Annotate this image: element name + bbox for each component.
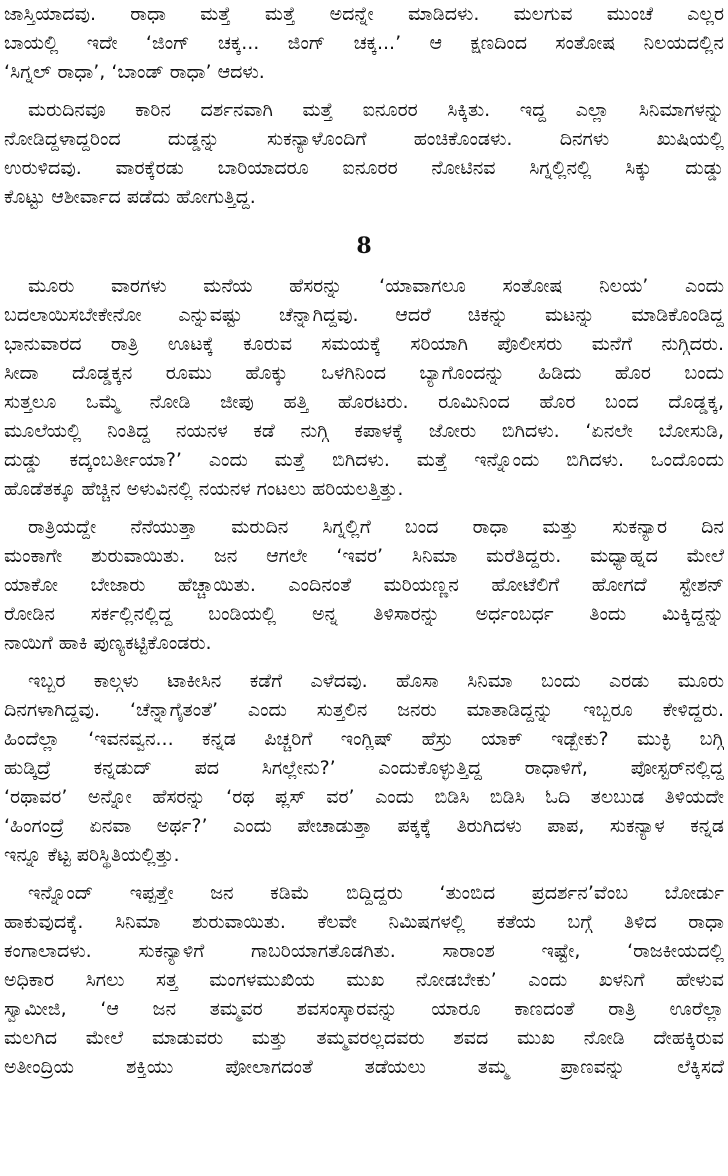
text-line: ಇಬ್ಬರ ಕಾಲ್ಗಳು ಟಾಕೀಸಿನ ಕಡೆಗೆ ಎಳೆದವು. ಹೊಸಾ ಸಿನಿಮಾ ಬಂದು ಎರಡು ಮೂರು (28, 670, 724, 692)
text-line: ನಾಯಿಗೆ ಹಾಕಿ ಪುಣ್ಯಕಟ್ಟಿಕೊಂಡರು. (4, 632, 212, 654)
text-line: ಹಿಂದೆಲ್ಲಾ ‘ಇವನವ್ವನ... ಕನ್ನಡ ಪಿಚ್ಚರಿಗೆ ಇಂಗ್ಲಿಷ್ ಹೆಸ್ರು ಯಾಕ್ ಇಡ್ಬೇಕು? ಮುಕ್ಳಿ ಬಗ್ಗಿ (4, 728, 724, 750)
text-line: ‘ಹಿಂಗಂದ್ರೆ ಏನವಾ ಅರ್ಥ?’ ಎಂದು ಪೇಚಾಡುತ್ತಾ ಪಕ್ಕಕ್ಕೆ ತಿರುಗಿದಳು ಪಾಪ, ಸುಕನ್ಯಾಳ ಕನ್ನಡ (4, 815, 724, 837)
text-line: ಉರುಳಿದವು. ವಾರಕ್ಕೆರಡು ಬಾರಿಯಾದರೂ ಐನೂರರ ನೋಟಿನವ ಸಿಗ್ನಲ್ಲಿನಲ್ಲಿ ಸಿಕ್ಕು ದುಡ್ಡು (4, 157, 724, 179)
text-line: ಹಾಕುವುದಕ್ಕೆ. ಸಿನಿಮಾ ಶುರುವಾಯಿತು. ಕೆಲವೇ ನಿಮಿಷಗಳಲ್ಲಿ ಕತೆಯ ಬಗ್ಗೆ ತಿಳಿದ ರಾಧಾ (4, 911, 724, 933)
text-line: ಇನ್ನೂ ಕೆಟ್ಟ ಪರಿಸ್ಥಿತಿಯಲ್ಲಿತ್ತು. (4, 844, 180, 866)
text-line: ಬಾಯಲ್ಲಿ ಇದೇ ‘ಜಿಂಗ್ ಚಕ್ಕ... ಜಿಂಗ್ ಚಕ್ಕ...’ ಆ ಕ್ಷಣದಿಂದ ಸಂತೋಷ ನಿಲಯದಲ್ಲಿನ (4, 32, 724, 54)
text-line: ಸ್ವಾಮೀಜಿ, ‘ಆ ಜನ ತಮ್ಮವರ ಶವಸಂಸ್ಕಾರವನ್ನು ಯಾರೂ ಕಾಣದಂತೆ ರಾತ್ರಿ ಊರೆಲ್ಲಾ (4, 998, 724, 1020)
text-line: ಹೊಡೆತಕ್ಕೂ ಹೆಚ್ಚಿನ ಅಳುವಿನಲ್ಲಿ ನಯನಳ ಗಂಟಲು ಹರಿಯಲತ್ತಿತ್ತು. (4, 478, 404, 500)
text-line: ರೋಡಿನ ಸರ್ಕಲ್ಲಿನಲ್ಲಿದ್ದ ಬಂಡಿಯಲ್ಲಿ ಅನ್ನ ತಿಳಿಸಾರನ್ನು ಅರ್ಧಂಬರ್ಧ ತಿಂದು ಮಿಕ್ಕಿದ್ದನ್ನು (4, 603, 724, 625)
paragraph (4, 667, 724, 870)
text-line: ರಾತ್ರಿಯದ್ದೇ ನೆನೆಯುತ್ತಾ ಮರುದಿನ ಸಿಗ್ನಲ್ಲಿಗೆ ಬಂದ ರಾಧಾ ಮತ್ತು ಸುಕನ್ಯಾರ ದಿನ (28, 516, 724, 538)
text-line: ‘ಸಿಗ್ನಲ್ ರಾಧಾ’, ‘ಬಾಂಡ್ ರಾಧಾ’ ಆದಳು. (4, 61, 265, 83)
text-line: ಬದಲಾಯಿಸಬೇಕೇನೋ ಎನ್ನುವಷ್ಟು ಚೆನ್ನಾಗಿದ್ದವು. ಆದರೆ ಚಿಕನ್ನು ಮಟನ್ನು ಮಾಡಿಕೊಂಡಿದ್ದ (4, 304, 724, 326)
text-line: ಸೀದಾ ದೊಡ್ಡಕ್ಕನ ರೂಮು ಹೊಕ್ಕು ಒಳಗಿನಿಂದ ಬ್ಯಾಗೊಂದನ್ನು ಹಿಡಿದು ಹೊರ ಬಂದು (4, 362, 724, 384)
text-line: ಅಧಿಕಾರ ಸಿಗಲು ಸತ್ತ ಮಂಗಳಮುಖಿಯ ಮುಖ ನೋಡಬೇಕು’ ಎಂದು ಖಳನಿಗೆ ಹೇಳುವ (4, 969, 724, 991)
text-line: ಹುಡ್ಕಿದ್ರೆ ಕನ್ನಡುದ್ ಪದ ಸಿಗಲ್ಲೇನು?’ ಎಂದುಕೊಳ್ಳುತ್ತಿದ್ದ ರಾಧಾಳಿಗೆ, ಪೋಸ್ಟರ್‌ನಲ್ಲಿದ್ದ (4, 757, 724, 779)
text-line: ಇನ್ನೊಂದ್ ಇಪ್ಪತ್ತೇ ಜನ ಕಡಿಮೆ ಬಿದ್ದಿದ್ದರು ‘ತುಂಬಿದ ಪ್ರದರ್ಶನ’ವೆಂಬ ಬೋರ್ಡು (28, 882, 724, 904)
text-line: ಮೂರು ವಾರಗಳು ಮನೆಯ ಹೆಸರನ್ನು ‘ಯಾವಾಗಲೂ ಸಂತೋಷ ನಿಲಯ’ ಎಂದು (28, 275, 724, 297)
text-line: ದಿನಗಳಾಗಿದ್ದವು. ‘ಚೆನ್ನಾಗೈತಂತೆ’ ಎಂದು ಸುತ್ತಲಿನ ಜನರು ಮಾತಾಡಿದ್ದನ್ನು ಇಬ್ಬರೂ ಕೇಳಿದ್ದರು. (4, 699, 724, 721)
text-line: ದುಡ್ಡು ಕದ್ಕಂಬರ್ತೀಯಾ?’ ಎಂದು ಮತ್ತೆ ಬಿಗಿದಳು. ಮತ್ತೆ ಇನ್ನೊಂದು ಬಿಗಿದಳು. ಒಂದೊಂದು (4, 449, 724, 471)
paragraph (4, 272, 724, 504)
text-line: ‘ರಥಾವರ’ ಅನ್ನೋ ಹೆಸರನ್ನು ‘ರಥ ಪ್ಲಸ್ ವರ’ ಎಂದು ಬಿಡಿಸಿ ಬಿಡಿಸಿ ಓದಿ ತಲಬುಡ ತಿಳಿಯದೇ (4, 786, 724, 808)
paragraph (4, 879, 724, 1082)
text-line: ಕಂಗಾಲಾದಳು. ಸುಕನ್ಯಾಳಿಗೆ ಗಾಬರಿಯಾಗತೊಡಗಿತು. ಸಾರಾಂಶ ಇಷ್ಟೇ, ‘ರಾಜಕೀಯದಲ್ಲಿ (4, 940, 724, 962)
text-line: ಅತೀಂದ್ರಿಯ ಶಕ್ತಿಯು ಪೋಲಾಗದಂತೆ ತಡೆಯಲು ತಮ್ಮ ಪ್ರಾಣವನ್ನು ಲೆಕ್ಕಿಸದೆ (4, 1056, 724, 1078)
text-line: ಕೊಟ್ಟು ಆಶೀರ್ವಾದ ಪಡೆದು ಹೋಗುತ್ತಿದ್ದ. (4, 186, 256, 208)
text-line: ಯಾಕೋ ಬೇಜಾರು ಹೆಚ್ಚಾಯಿತು. ಎಂದಿನಂತೆ ಮರಿಯಣ್ಣನ ಹೋಟೆಲಿಗೆ ಹೋಗದೆ ಸ್ಟೇಶನ್ (4, 574, 724, 596)
text-line: ಮರುದಿನವೂ ಕಾರಿನ ದರ್ಶನವಾಗಿ ಮತ್ತೆ ಐನೂರರ ಸಿಕ್ಕಿತು. ಇದ್ದ ಎಲ್ಲಾ ಸಿನಿಮಾಗಳನ್ನು (28, 99, 724, 121)
text-line: ಭಾನುವಾರದ ರಾತ್ರಿ ಊಟಕ್ಕೆ ಕೂರುವ ಸಮಯಕ್ಕೆ ಸರಿಯಾಗಿ ಪೊಲೀಸರು ಮನೆಗೆ ನುಗ್ಗಿದರು. (4, 333, 724, 355)
text-line: ಸುತ್ತಲೂ ಒಮ್ಮೆ ನೋಡಿ ಜೀಪು ಹತ್ತಿ ಹೊರಟರು. ರೂಮಿನಿಂದ ಹೊರ ಬಂದ ದೊಡ್ಡಕ್ಕ, (4, 391, 724, 413)
paragraph (4, 0, 724, 87)
paragraph (4, 513, 724, 658)
document-page (4, 0, 724, 1082)
paragraph (4, 96, 724, 212)
text-line: ಮಂಕಾಗೇ ಶುರುವಾಯಿತು. ಜನ ಆಗಲೇ ‘ಇವರ’ ಸಿನಿಮಾ ಮರೆತಿದ್ದರು. ಮಧ್ಯಾಹ್ನದ ಮೇಲೆ (4, 545, 724, 567)
text-line: ಮಲಗಿದ ಮೇಲೆ ಮಾಡುವರು ಮತ್ತು ತಮ್ಮವರಲ್ಲದವರು ಶವದ ಮುಖ ನೋಡಿ ದೇಹಕ್ಕಿರುವ (4, 1027, 724, 1049)
text-line: ನೋಡಿದ್ದಳಾದ್ದರಿಂದ ದುಡ್ಡನ್ನು ಸುಕನ್ಯಾಳೊಂದಿಗೆ ಹಂಚಿಕೊಂಡಳು. ದಿನಗಳು ಖುಷಿಯಲ್ಲಿ (4, 128, 724, 150)
chapter-number: 8 (356, 233, 372, 259)
text-line: ಜಾಸ್ತಿಯಾದವು. ರಾಧಾ ಮತ್ತೆ ಮತ್ತೆ ಅದನ್ನೇ ಮಾಡಿದಳು. ಮಲಗುವ ಮುಂಚೆ ಎಲ್ಲರ (4, 3, 724, 25)
text-line: ಮೂಲೆಯಲ್ಲಿ ನಿಂತಿದ್ದ ನಯನಳ ಕಡೆ ನುಗ್ಗಿ ಕಪಾಳಕ್ಕೆ ಜೋರು ಬಿಗಿದಳು. ‘ಏನಲೇ ಬೋಸುಡಿ, (4, 420, 724, 442)
